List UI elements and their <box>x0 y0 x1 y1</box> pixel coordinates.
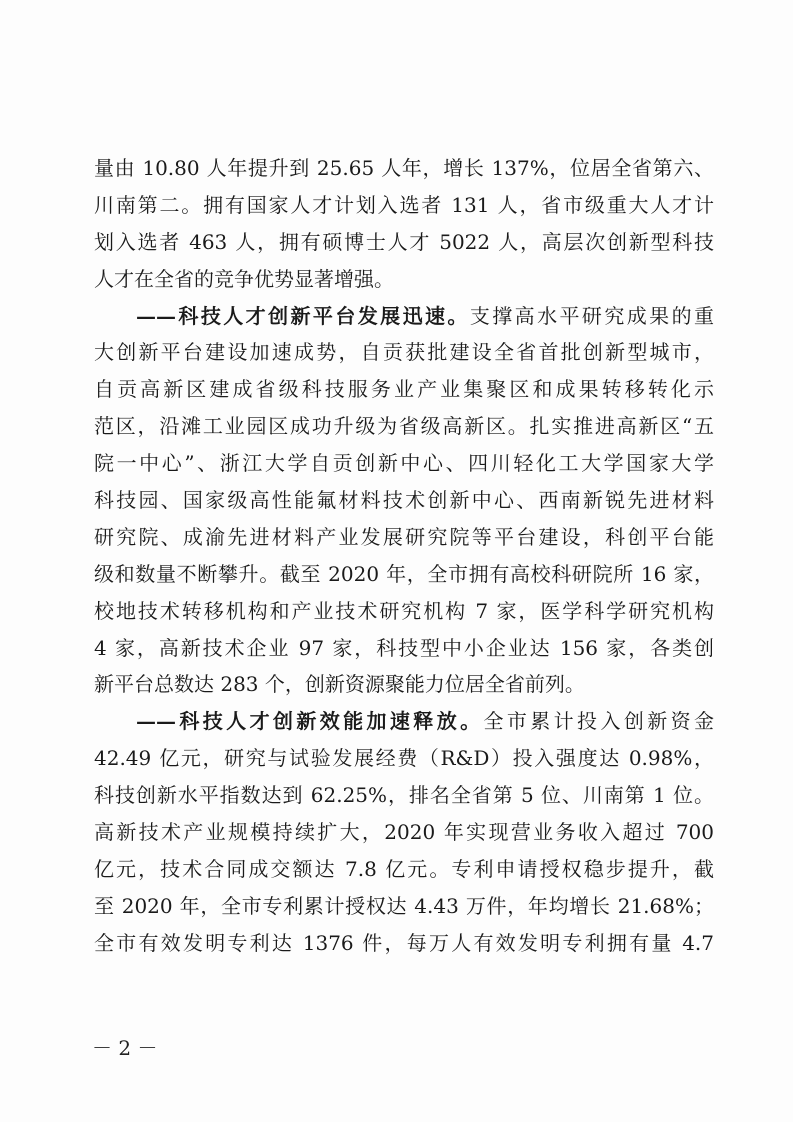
text-line: 范区，沿滩工业园区成功升级为省级高新区。扎实推进高新区“五 <box>94 414 714 439</box>
text-line: 亿元，技术合同成交额达 7.8 亿元。专利申请授权稳步提升，截 <box>94 856 714 881</box>
text-line: 院一中心”、浙江大学自贡创新中心、四川轻化工大学国家大学 <box>94 451 714 476</box>
text-run: 支撑高水平研究成果的重 <box>469 303 714 328</box>
paragraph-first-line <box>94 703 714 740</box>
text-line: 量由 10.80 人年提升到 25.65 人年，增长 137%，位居全省第六、 <box>94 156 714 180</box>
text-line: 至 2020 年，全市专利累计授权达 4.43 万件，年均增长 21.68%； <box>94 893 714 918</box>
text-line: 4 家，高新技术企业 97 家，科技型中小企业达 156 家，各类创 <box>94 635 714 660</box>
text-line: 科技创新水平指数达到 62.25%，排名全省第 5 位、川南第 1 位。 <box>94 783 714 808</box>
text-line: 高新技术产业规模持续扩大，2020 年实现营业务收入超过 700 <box>94 820 714 845</box>
text-line: 大创新平台建设加速成势，自贡获批建设全省首批创新型城市， <box>94 340 714 365</box>
text-line: 全市有效发明专利达 1376 件，每万人有效发明专利拥有量 4.7 <box>94 930 714 955</box>
text-line: 科技园、国家级高性能氟材料技术创新中心、西南新锐先进材料 <box>94 488 714 513</box>
text-run: 全市累计投入创新资金 <box>483 709 714 734</box>
text-line: 42.49 亿元，研究与试验发展经费（R&D）投入强度达 0.98%， <box>94 746 714 771</box>
page-number: － 2 － <box>92 1036 158 1060</box>
section-heading: ——科技人才创新平台发展迅速。 <box>136 303 470 328</box>
text-line: 川南第二。拥有国家人才计划入选者 131 人，省市级重大人才计 <box>94 192 714 217</box>
text-line: 划入选者 463 人，拥有硕博士人才 5022 人，高层次创新型科技 <box>94 229 714 254</box>
text-line: 校地技术转移机构和产业技术研究机构 7 家，医学科学研究机构 <box>94 598 714 623</box>
text-line: 研究院、成渝先进材料产业发展研究院等平台建设，科创平台能 <box>94 524 714 549</box>
text-line: 人才在全省的竞争优势显著增强。 <box>94 266 394 291</box>
paragraph-first-line <box>94 298 714 335</box>
body-text <box>94 150 714 962</box>
text-line: 级和数量不断攀升。截至 2020 年，全市拥有高校科研院所 16 家， <box>94 561 714 586</box>
section-heading: ——科技人才创新效能加速释放。 <box>136 709 484 734</box>
text-line: 自贡高新区建成省级科技服务业产业集聚区和成果转移转化示 <box>94 377 714 402</box>
text-line: 新平台总数达 283 个，创新资源聚能力位居全省前列。 <box>94 672 585 697</box>
